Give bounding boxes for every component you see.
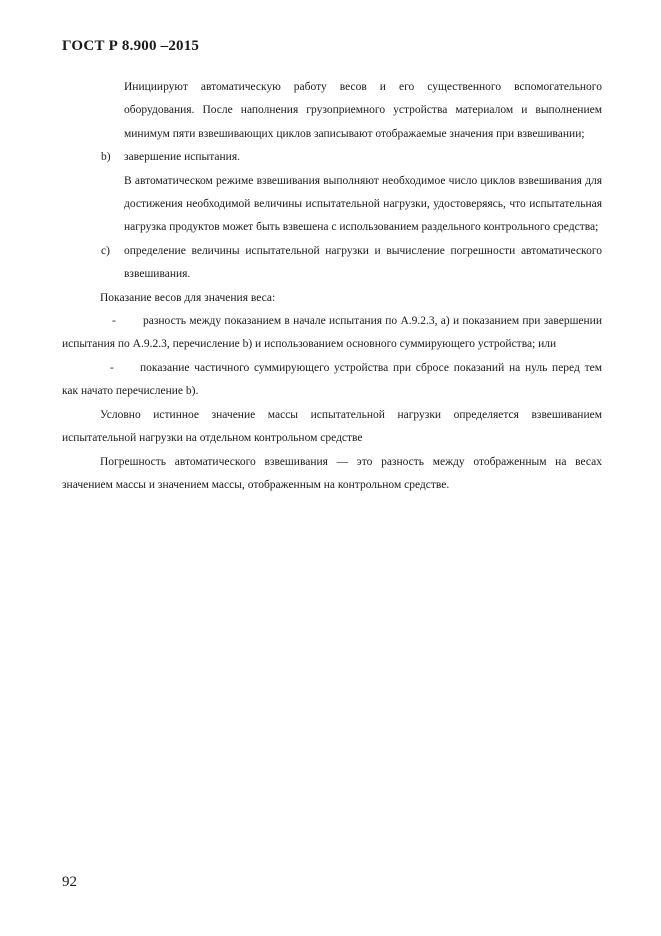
document-body (62, 76, 602, 497)
dash-marker-1: - (112, 315, 116, 328)
list-marker-c: c) (101, 244, 110, 257)
dash-item-2-text: показание частичного суммирующего устройства при сбросе показаний на нуль перед тем как начато перечисление b). (62, 361, 602, 398)
conventional-true-value-paragraph: Условно истинное значение массы испытательной нагрузки определяется взвешиванием испытательной нагрузки на отдельном контрольном средстве (62, 408, 602, 445)
error-definition-paragraph: Погрешность автоматического взвешивания — это разность между отображенным на весах значением массы и значением массы, отображенным на контрольном средстве. (62, 455, 602, 491)
paragraph-a-continuation: Инициируют автоматическую работу весов и его существенного вспомогательного оборудования. После наполнения грузоприемного устройства материалом и выполнением минимум пяти взвешивающих циклов записывают отображаемые значения при взвешивании; (124, 81, 602, 140)
document-header: ГОСТ Р 8.900 –2015 (62, 38, 200, 54)
dash-item-1 (62, 310, 602, 357)
paragraph-b-detail: В автоматическом режиме взвешивания выполняют необходимое число циклов взвешивания для достижения необходимой величины испытательной нагрузки, удостоверяясь, что испытательная нагрузка продуктов может быть взвешена с использованием раздельного контрольного средства; (124, 174, 602, 234)
list-item-c (101, 240, 602, 287)
list-item-c-text: определение величины испытательной нагрузки и вычисление погрешности автоматического взвешивания. (124, 244, 602, 281)
page-number: 92 (62, 874, 77, 890)
list-item-b-text: завершение испытания. (124, 151, 240, 164)
list-marker-b: b) (101, 151, 111, 164)
dash-item-2 (62, 357, 602, 404)
list-item-b (101, 146, 602, 169)
indication-intro: Показание весов для значения веса: (100, 291, 276, 304)
dash-item-1-text: разность между показанием в начале испытания по А.9.2.3, а) и показанием при завершении испытания по А.9.2.3, перечисление b) и использованием основного суммирующего устройства; или (62, 315, 602, 351)
dash-marker-2: - (110, 361, 114, 374)
